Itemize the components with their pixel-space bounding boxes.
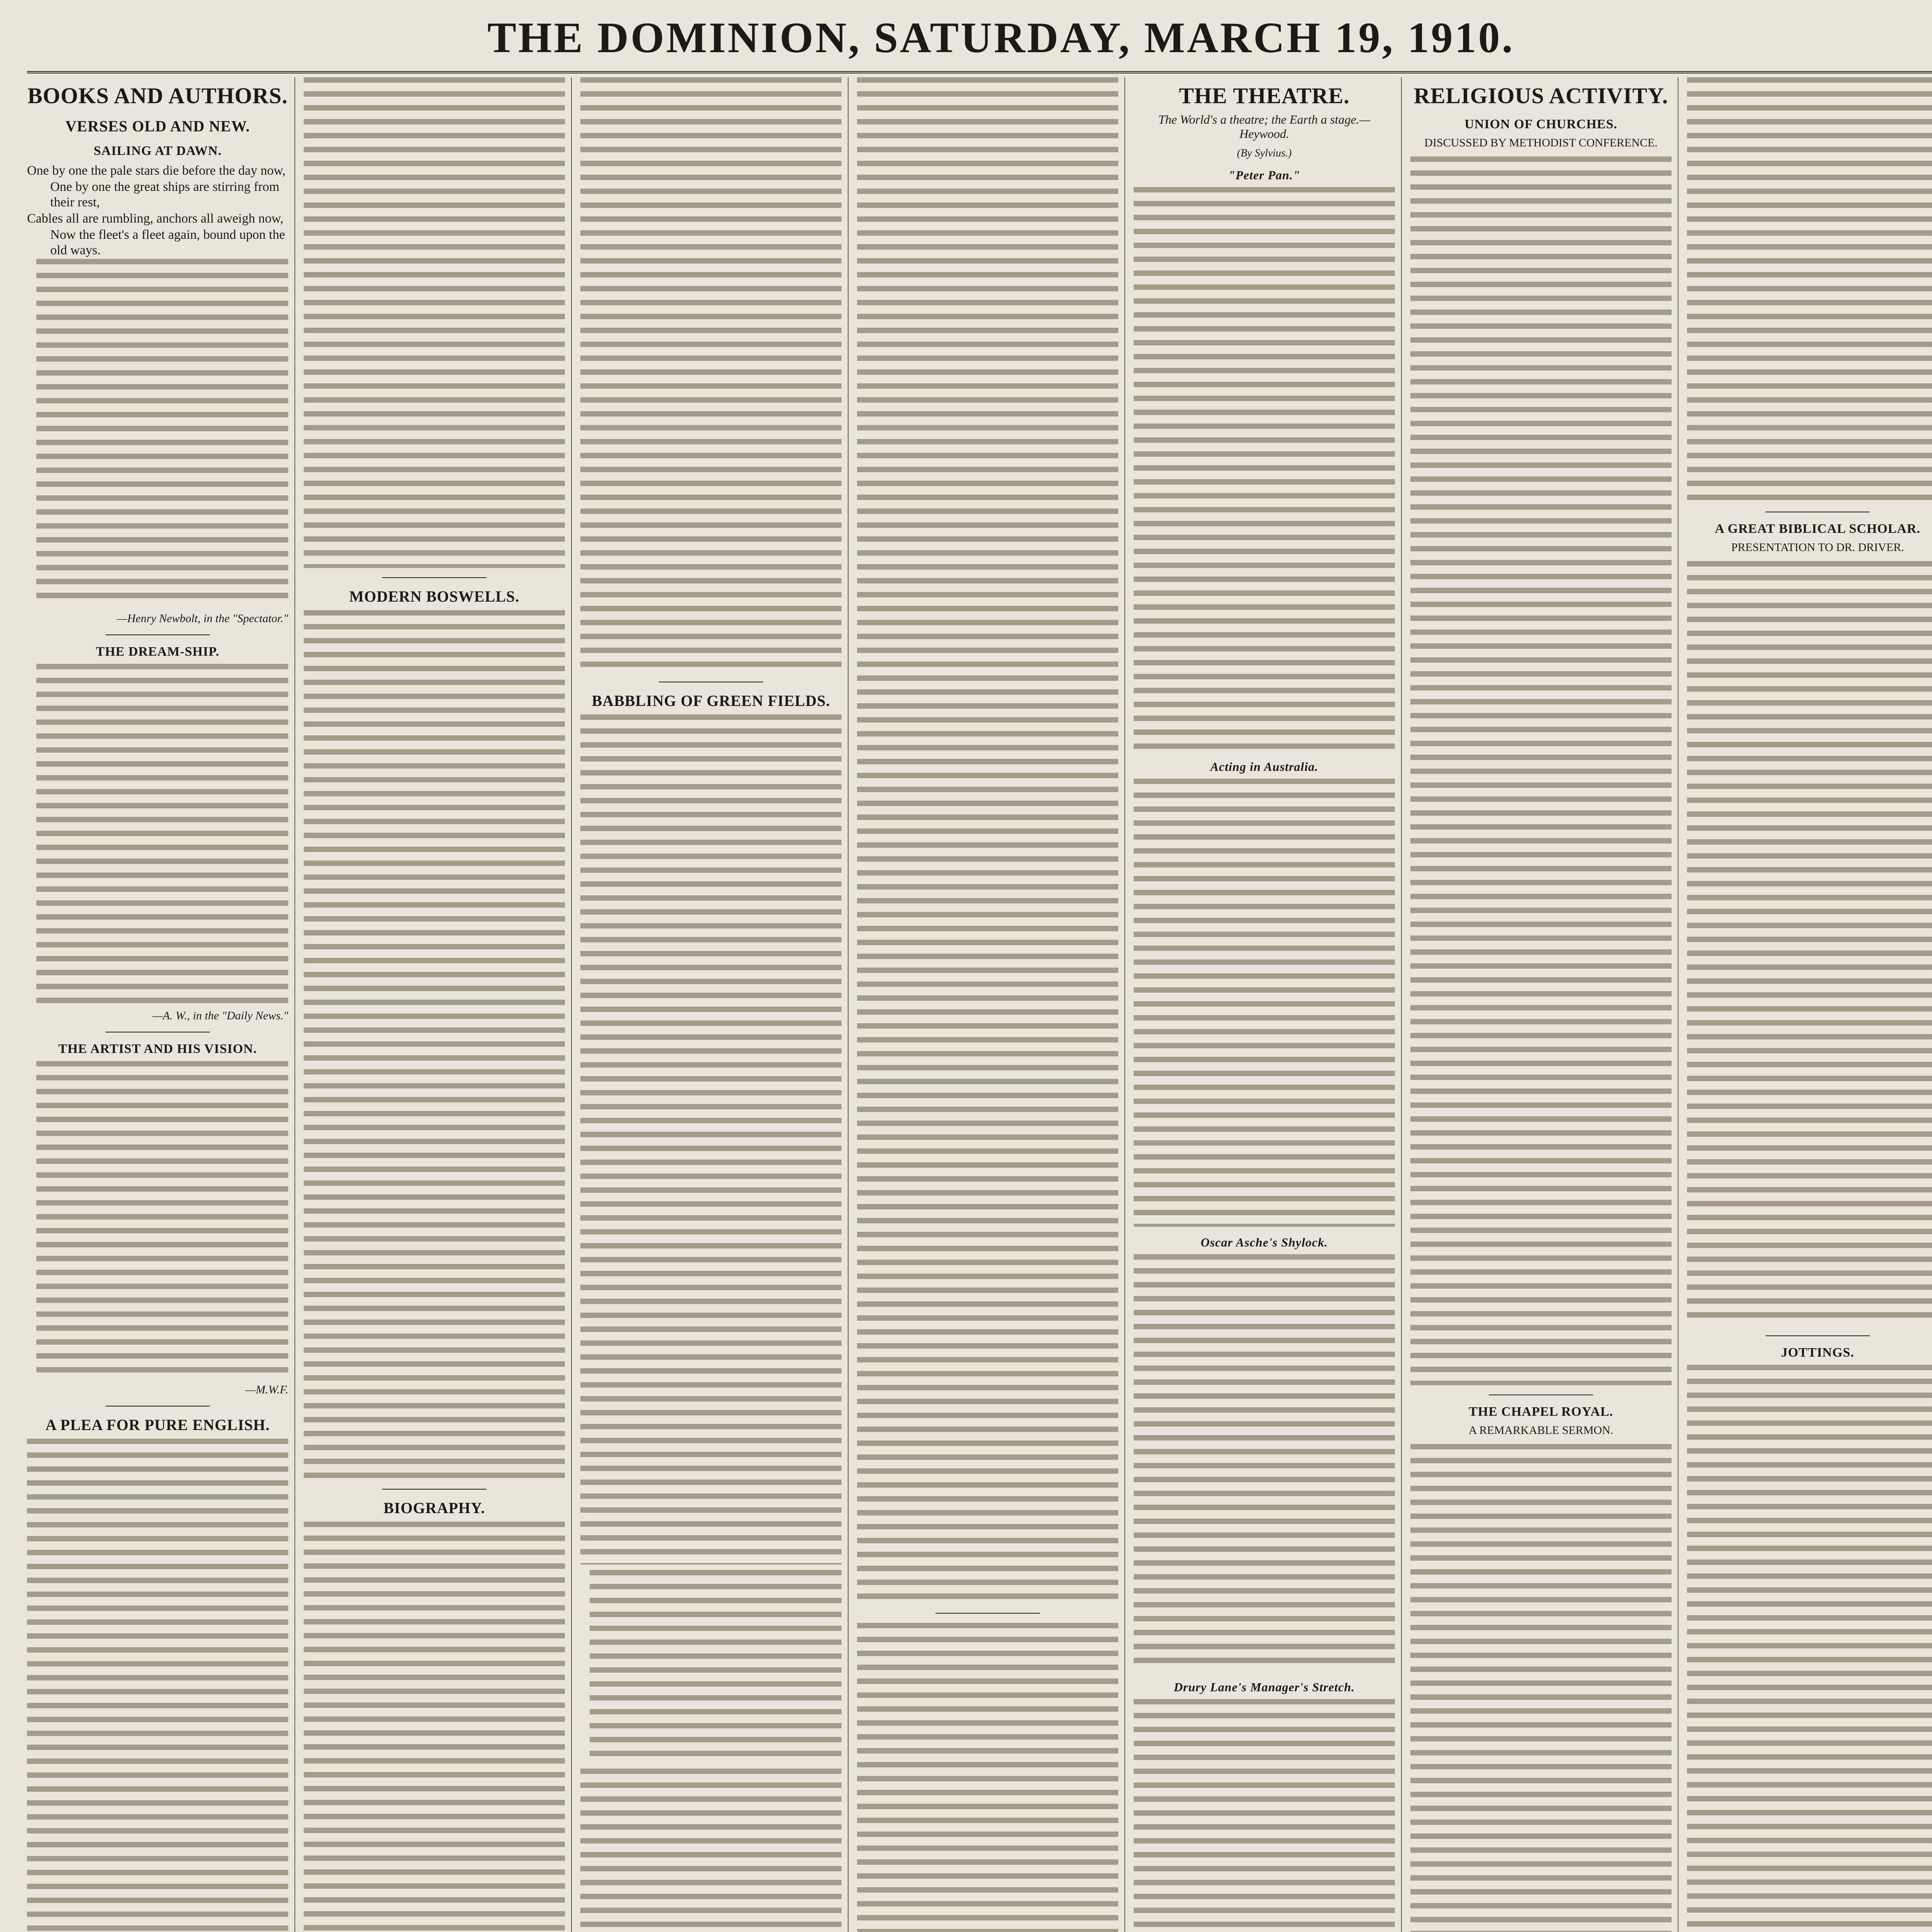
divider: [382, 1489, 486, 1490]
divider: [382, 577, 486, 578]
verse-line: One by one the pale stars die before the day now,: [27, 163, 286, 178]
section-heading-theatre: THE THEATRE.: [1179, 83, 1350, 108]
column-green-fields: [580, 77, 842, 1932]
subheading-asche-shylock: Oscar Asche's Shylock.: [1201, 1235, 1328, 1249]
section-heading-books: BOOKS AND AUTHORS.: [27, 83, 288, 108]
article-body: [857, 77, 1118, 1604]
article-body: [1134, 1699, 1395, 1932]
subheading-chapel-royal: THE CHAPEL ROYAL.: [1469, 1405, 1613, 1419]
subheading-biblical-scholar: A GREAT BIBLICAL SCHOLAR.: [1715, 522, 1920, 536]
subheading-biography: BIOGRAPHY.: [383, 1499, 485, 1517]
article-body: [27, 1439, 288, 1932]
article-body: [1134, 187, 1395, 751]
subheading-remarkable-sermon: A REMARKABLE SERMON.: [1468, 1424, 1614, 1437]
article-body: [1410, 1444, 1672, 1932]
poem-signature: —Henry Newbolt, in the "Spectator.": [117, 612, 288, 625]
column-books-and-authors: [27, 77, 288, 1932]
subheading-babbling: BABBLING OF GREEN FIELDS.: [592, 692, 830, 709]
poem-signature: —A. W., in the "Daily News.": [152, 1009, 288, 1022]
article-body: [304, 1522, 565, 1932]
divider: [105, 634, 210, 635]
verse-body: [36, 1061, 288, 1378]
section-heading-religious: RELIGIOUS ACTIVITY.: [1413, 83, 1668, 108]
poem-title-artist: THE ARTIST AND HIS VISION.: [58, 1042, 257, 1056]
theatre-byline: (By Sylvius.): [1237, 147, 1292, 159]
poem-title-sailing: SAILING AT DAWN.: [94, 144, 222, 158]
subheading-dr-driver: PRESENTATION TO DR. DRIVER.: [1731, 541, 1904, 554]
article-body: [857, 1623, 1118, 1932]
article-body: [1687, 561, 1932, 1326]
subheading-peter-pan: "Peter Pan.": [1228, 168, 1301, 182]
divider: [1765, 1335, 1870, 1336]
subheading-methodist: DISCUSSED BY METHODIST CONFERENCE.: [1424, 136, 1658, 149]
poem-title-dream-ship: THE DREAM-SHIP.: [96, 645, 219, 659]
masthead-title: THE DOMINION, SATURDAY, MARCH 19, 1910.: [487, 14, 1515, 62]
article-body: [1134, 779, 1395, 1227]
subheading-verses: VERSES OLD AND NEW.: [65, 117, 250, 135]
article-body: [1134, 1254, 1395, 1672]
article-body: [580, 1769, 842, 1932]
article-body: [304, 77, 565, 568]
verse-body: [36, 664, 288, 1004]
column-religious: [1410, 77, 1672, 1932]
masthead: [27, 13, 1932, 71]
divider: [935, 1613, 1040, 1614]
column-rule: [294, 77, 295, 1932]
column-rule: [571, 77, 572, 1932]
verse-line: Cables all are rumbling, anchors all aweigh now,: [27, 211, 284, 226]
verse-body: [590, 1570, 842, 1763]
article-body: [304, 610, 565, 1480]
article-body: [1687, 1365, 1932, 1932]
subheading-drury-lane: Drury Lane's Manager's Stretch.: [1173, 1680, 1355, 1694]
column-scholar: [1687, 77, 1932, 1932]
article-body: [580, 77, 842, 672]
theatre-epigraph: The World's a theatre; the Earth a stage.—Heywood.: [1158, 112, 1371, 141]
subheading-modern-boswells: MODERN BOSWELLS.: [349, 588, 520, 605]
masthead-rule: [27, 71, 1932, 73]
article-body: [1410, 156, 1672, 1385]
column-theatre: [1134, 77, 1395, 1932]
verse-line: One by one the great ships are stirring from their rest,: [50, 180, 279, 209]
subheading-acting-australia: Acting in Australia.: [1210, 760, 1318, 774]
verse-body: [36, 259, 288, 607]
subheading-pure-english: A PLEA FOR PURE ENGLISH.: [45, 1416, 270, 1434]
column-rule: [1124, 77, 1125, 1932]
column-boswells: [304, 77, 565, 1932]
verse-line: Now the fleet's a fleet again, bound upon the old ways.: [50, 228, 285, 257]
column-new-books: [857, 77, 1118, 1932]
column-rule: [848, 77, 849, 1932]
subheading-jottings: JOTTINGS.: [1781, 1345, 1854, 1360]
article-body: [1687, 77, 1932, 502]
article-body: [580, 714, 842, 1565]
poem-signature: —M.W.F.: [245, 1383, 288, 1396]
column-rule: [1401, 77, 1402, 1932]
subheading-union-churches: UNION OF CHURCHES.: [1464, 117, 1617, 131]
column-rule: [1678, 77, 1679, 1932]
